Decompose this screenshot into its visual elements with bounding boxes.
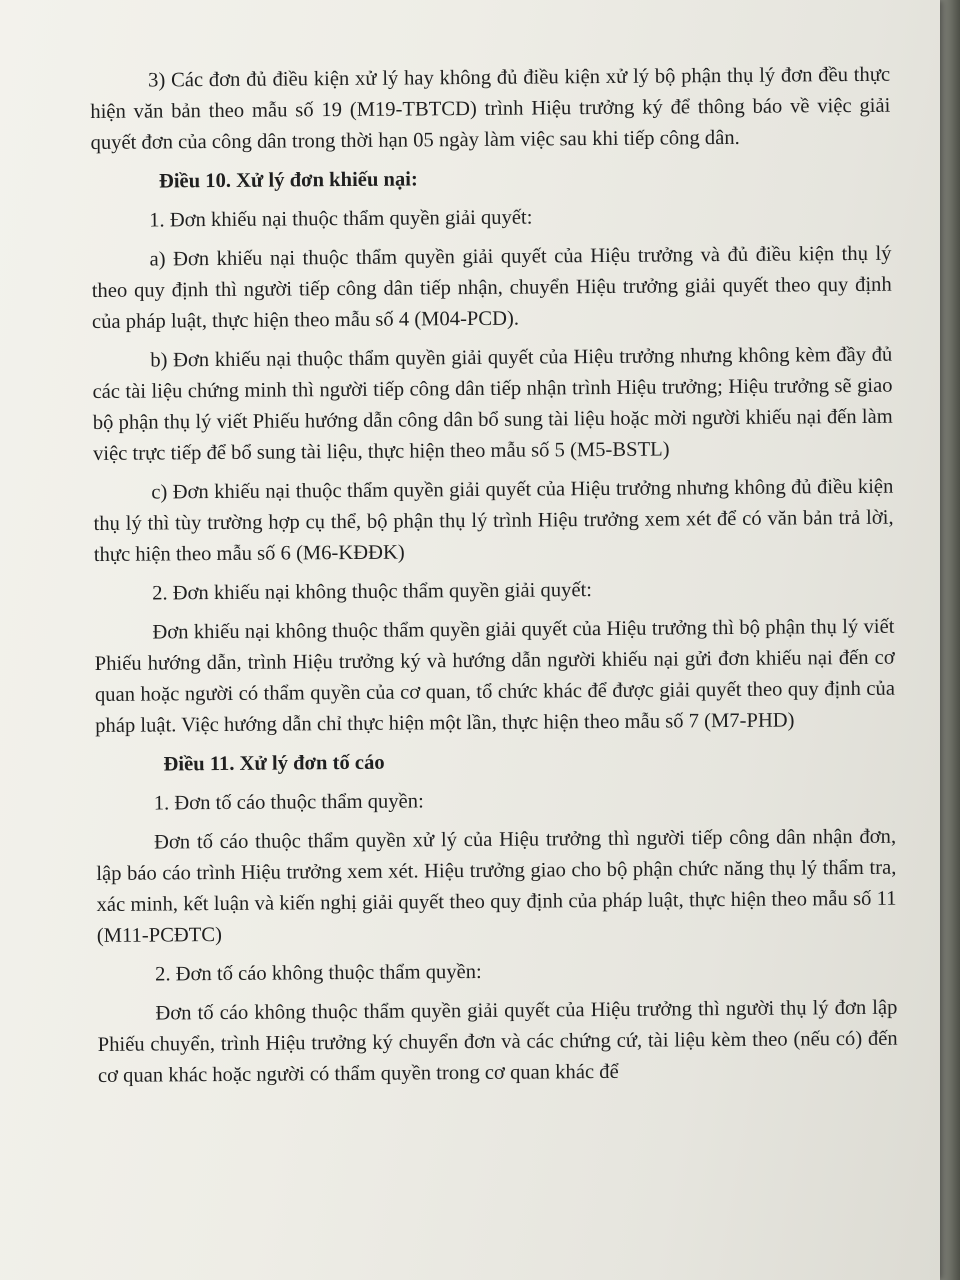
section-1-denunciation-title: 1. Đơn tố cáo thuộc thẩm quyền: [153, 790, 424, 815]
desk-background [938, 0, 960, 1280]
paragraph-1c: c) Đơn khiếu nại thuộc thẩm quyền giải quyết của Hiệu trưởng nhưng không đủ điều kiện thụ lý thì tùy trường hợp cụ thể, bộ phận thụ lý trình Hiệu trưởng xem xét để có văn bản trả lời, thực hiện theo mẫu số 6 (M6-KĐĐK) [93, 475, 894, 566]
paragraph-denunciation-2-body: Đơn tố cáo không thuộc thẩm quyền giải quyết của Hiệu trưởng thì người thụ lý đơn lập Phiếu chuyển, trình Hiệu trưởng ký chuyển đơn và các chứng cứ, tài liệu kèm theo (nếu có) đến cơ quan khác hoặc người có thẩm quyền trong cơ quan khác để [97, 996, 898, 1087]
paragraph-1b: b) Đơn khiếu nại thuộc thẩm quyền giải quyết của Hiệu trưởng nhưng không kèm đầy đủ các tài liệu chứng minh thì người tiếp công dân tiếp nhận trình Hiệu trưởng; Hiệu trưởng sẽ giao bộ phận thụ lý viết Phiếu hướng dẫn công dân bổ sung tài liệu hoặc mời người khiếu nại đến làm việc trực tiếp để bổ sung tài liệu, thực hiện theo mẫu số 5 (M5-BSTL) [92, 343, 893, 465]
article-11-heading: Điều 11. Xử lý đơn tố cáo [163, 751, 385, 776]
paragraph-1a: a) Đơn khiếu nại thuộc thẩm quyền giải quyết của Hiệu trưởng và đủ điều kiện thụ lý theo quy định thì người tiếp công dân tiếp nhận, chuyển Hiệu trưởng giải quyết theo quy định của pháp luật, thực hiện theo mẫu số 4 (M04-PCD). [91, 242, 892, 333]
article-10-heading: Điều 10. Xử lý đơn khiếu nại: [158, 168, 418, 193]
paragraph-item-3: 3) Các đơn đủ điều kiện xử lý hay không đủ điều kiện xử lý bộ phận thụ lý đơn đều thực hiện văn bản theo mẫu số 19 (M19-TBTCD) trình Hiệu trưởng ký để thông báo về việc giải quyết đơn của công dân trong thời hạn 05 ngày làm việc sau khi tiếp công dân. [90, 63, 891, 154]
section-2-denunciation-title: 2. Đơn tố cáo không thuộc thẩm quyền: [155, 960, 482, 986]
section-2-title: 2. Đơn khiếu nại không thuộc thẩm quyền giải quyết: [152, 579, 593, 605]
paragraph-2-body: Đơn khiếu nại không thuộc thẩm quyền giải quyết của Hiệu trưởng thì bộ phận thụ lý viết Phiếu hướng dẫn, trình Hiệu trưởng ký và hướng dẫn người khiếu nại gửi đơn khiếu nại đến cơ quan hoặc người có thẩm quyền của cơ quan, tổ chức khác để được giải quyết theo quy định của pháp luật. Việc hướng dẫn chỉ thực hiện một lần, thực hiện theo mẫu số 7 (M7-PHD) [94, 615, 896, 737]
paragraph-denunciation-1-body: Đơn tố cáo thuộc thẩm quyền xử lý của Hiệu trưởng thì người tiếp công dân nhận đơn, lập báo cáo trình Hiệu trưởng xem xét. Hiệu trưởng giao cho bộ phận chức năng thụ lý thẩm tra, xác minh, kết luận và kiến nghị giải quyết theo quy định của pháp luật, thực hiện theo mẫu số 11 (M11-PCĐTC) [96, 825, 897, 947]
document-body [90, 60, 898, 1100]
section-1-title: 1. Đơn khiếu nại thuộc thẩm quyền giải quyết: [149, 206, 533, 232]
